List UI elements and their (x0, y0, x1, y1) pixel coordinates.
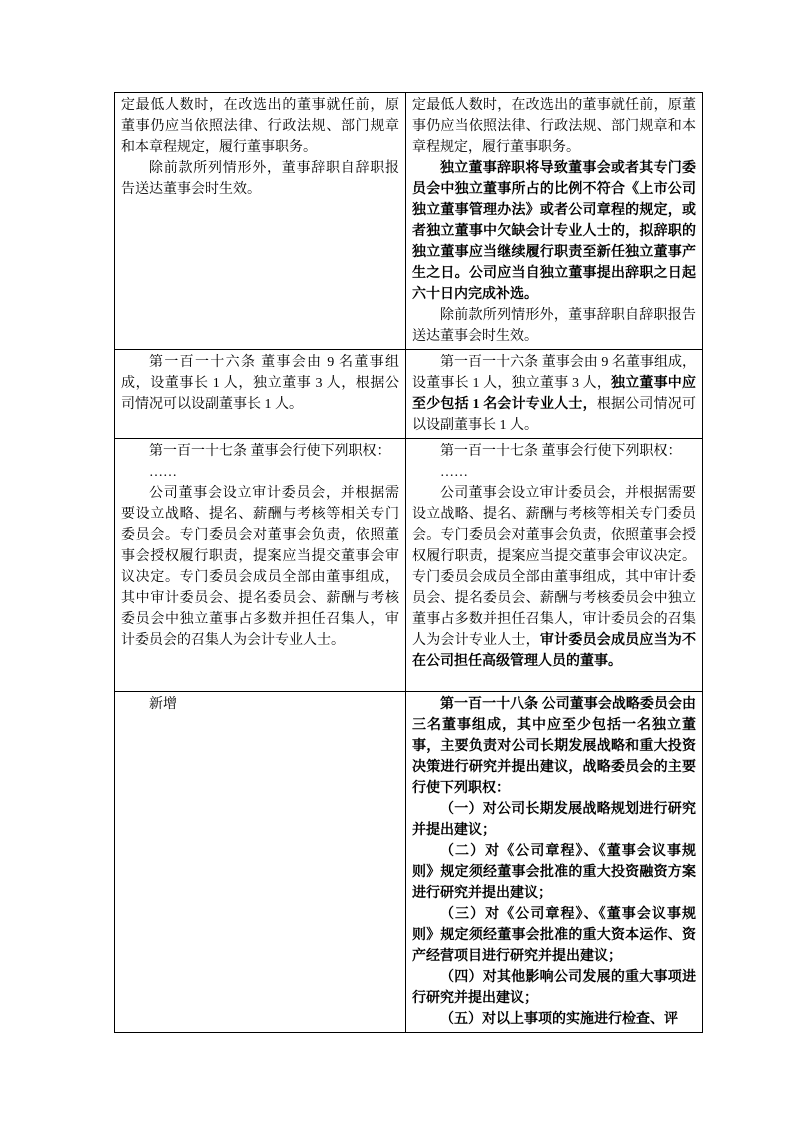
new-text-cell (406, 350, 703, 439)
paragraph (412, 95, 696, 158)
paragraph (121, 483, 399, 651)
paragraph (121, 462, 399, 483)
paragraph (412, 904, 696, 967)
new-text-cell (406, 93, 703, 350)
paragraph (121, 95, 399, 158)
old-text-cell (115, 350, 406, 439)
old-text-cell (115, 692, 406, 1033)
table-row (115, 692, 703, 1033)
paragraph (412, 694, 696, 799)
text-segment-bold: （三）对《公司章程》、《董事会议事规则》规定须经董事会批准的重大资本运作、资产经营项目进行研究并提出建议； (412, 907, 696, 964)
text-segment-bold: （一）对公司长期发展战略规划进行研究并提出建议； (412, 802, 696, 838)
table-row (115, 350, 703, 439)
new-text-cell (406, 692, 703, 1033)
text-segment: 第一百一十七条 董事会行使下列职权： (440, 444, 682, 459)
paragraph (412, 352, 696, 436)
text-segment: 公司董事会设立审计委员会，并根据需要设立战略、提名、薪酬与考核等相关专门委员会。专门委员会对董事会负责，依照董事会授权履行职责，提案应当提交董事会审议决定。专门委员会成员全部由董事组成，其中审计委员会、提名委员会、薪酬与考核委员会中独立董事占多数并担任召集人，审计委员会的召集人为会计专业人士， (412, 486, 696, 648)
paragraph (412, 1009, 696, 1030)
text-segment-bold: （二）对《公司章程》、《董事会议事规则》规定须经董事会批准的重大投资融资方案进行研究并提出建议； (412, 844, 696, 901)
paragraph (121, 352, 399, 415)
text-segment: 第一百一十六条 董事会由 9 名董事组成，设董事长 1 人，独立董事 3 人，根据公司情况可以设副董事长 1 人。 (121, 355, 399, 412)
text-segment-bold: 独立董事中应至少包括 1 名会计专业人士， (412, 376, 696, 412)
text-segment: 根据公司情况可以设副董事长 1 人。 (412, 397, 697, 433)
paragraph (121, 694, 399, 715)
text-segment: 定最低人数时，在改选出的董事就任前，原董事仍应当依照法律、行政法规、部门规章和本章程规定，履行董事职务。 (121, 98, 399, 155)
paragraph (121, 158, 399, 200)
paragraph (412, 841, 696, 904)
ellipsis-text: …… (440, 465, 468, 480)
paragraph (412, 483, 696, 672)
text-segment-bold: 第一百一十八条 公司董事会战略委员会由三名董事组成，其中应至少包括一名独立董事，主要负责对公司长期发展战略和重大投资决策进行研究并提出建议，战略委员会的主要行使下列职权： (412, 697, 696, 796)
comparison-table (114, 92, 703, 1033)
paragraph (412, 158, 696, 305)
paragraph (412, 441, 696, 462)
ellipsis-text: …… (149, 465, 177, 480)
text-segment: 第一百一十六条 董事会由 9 名董事组成，设董事长 1 人，独立董事 3 人， (412, 355, 696, 391)
text-segment: 除前款所列情形外，董事辞职自辞职报告送达董事会时生效。 (412, 308, 696, 344)
paragraph (121, 441, 399, 462)
text-segment-bold: 审计委员会成员应当为不在公司担任高级管理人员的董事。 (412, 633, 697, 669)
text-segment-bold: 独立董事辞职将导致董事会或者其专门委员会中独立董事所占的比例不符合《上市公司独立董事管理办法》或者公司章程的规定，或者独立董事中欠缺会计专业人士的，拟辞职的独立董事应当继续履行职责至新任独立董事产生之日。公司应当自独立董事提出辞职之日起六十日内完成补选。 (412, 161, 696, 302)
table-row (115, 439, 703, 692)
new-addition-label: 新增 (149, 697, 177, 712)
text-segment: 第一百一十七条 董事会行使下列职权： (149, 444, 391, 459)
new-text-cell (406, 439, 703, 692)
paragraph (412, 967, 696, 1009)
text-segment: 定最低人数时，在改选出的董事就任前，原董事仍应当依照法律、行政法规、部门规章和本章程规定，履行董事职务。 (412, 98, 696, 155)
text-segment-bold: （五）对以上事项的实施进行检查、评 (440, 1012, 678, 1027)
old-text-cell (115, 93, 406, 350)
paragraph (412, 305, 696, 347)
old-text-cell (115, 439, 406, 692)
text-segment-bold: （四）对其他影响公司发展的重大事项进行研究并提出建议； (412, 970, 696, 1006)
table-row (115, 93, 703, 350)
text-segment: 公司董事会设立审计委员会，并根据需要设立战略、提名、薪酬与考核等相关专门委员会。专门委员会对董事会负责，依照董事会授权履行职责，提案应当提交董事会审议决定。专门委员会成员全部由董事组成，其中审计委员会、提名委员会、薪酬与考核委员会中独立董事占多数并担任召集人，审计委员会的召集人为会计专业人士。 (121, 486, 399, 648)
text-segment: 除前款所列情形外，董事辞职自辞职报告送达董事会时生效。 (121, 161, 399, 197)
paragraph (412, 799, 696, 841)
paragraph (412, 462, 696, 483)
